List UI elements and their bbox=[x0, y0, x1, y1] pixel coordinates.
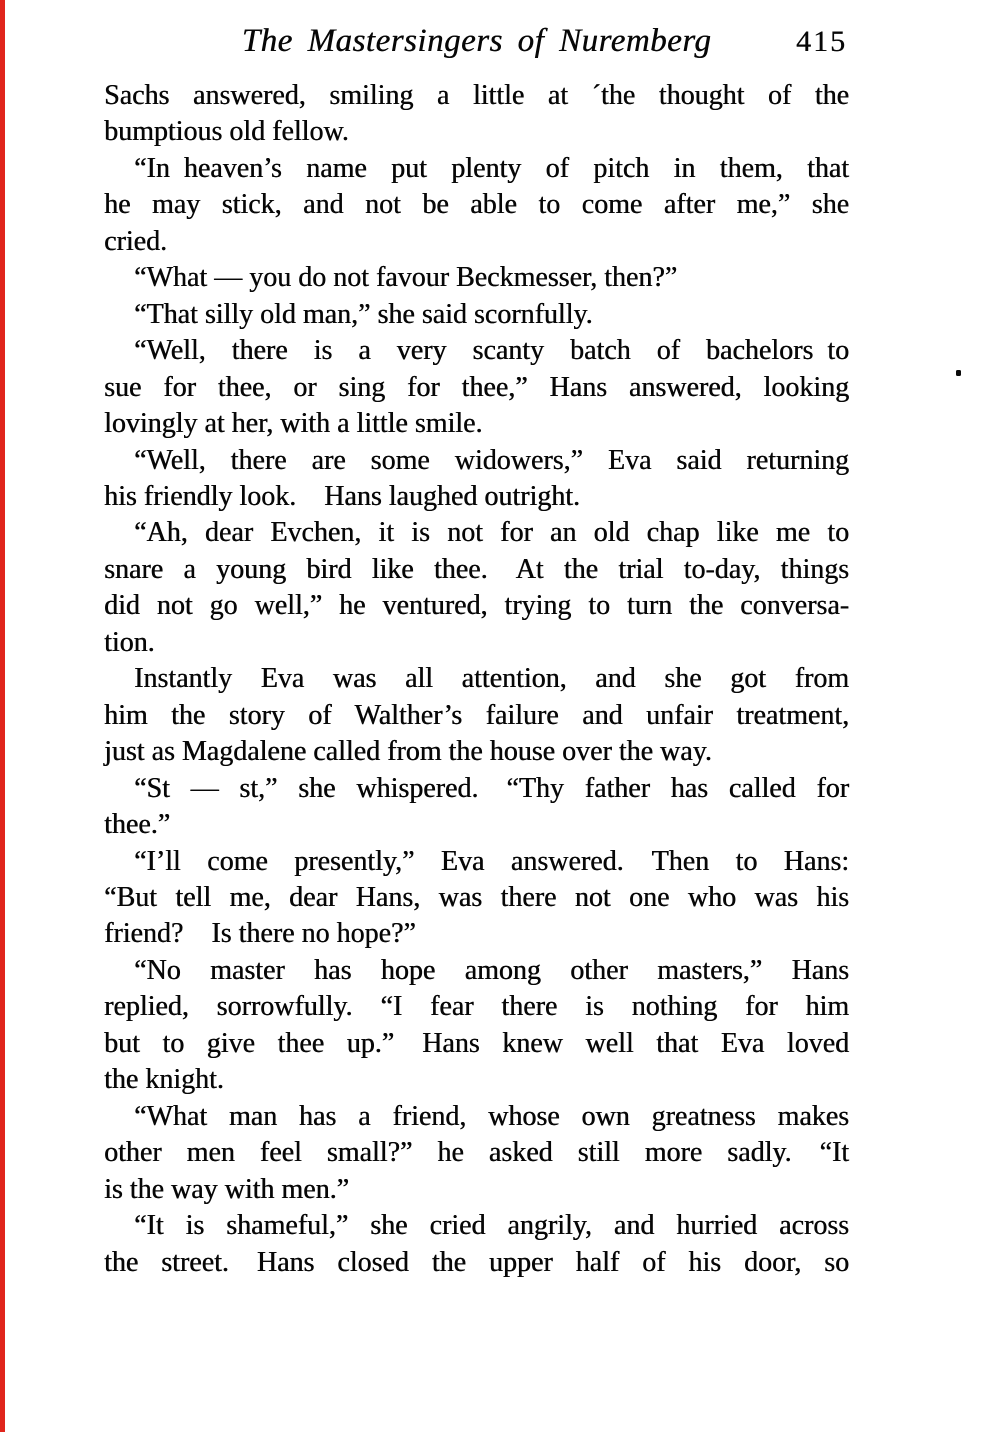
text-line: cried. bbox=[104, 225, 167, 257]
text-line: just as Magdalene called from the house over the way. bbox=[104, 736, 712, 768]
ink-speck-artifact bbox=[956, 370, 961, 376]
running-title: The Mastersingers of Nuremberg bbox=[241, 23, 712, 59]
text-line: the knight. bbox=[104, 1064, 224, 1096]
text-line: did not go well,” he ventured, trying to turn the conversa- bbox=[104, 590, 849, 622]
text-line: snare a young bird like thee. At the trial to-day, things bbox=[104, 553, 849, 585]
text-line: “Well, there is a very scanty batch of bachelors to bbox=[134, 335, 849, 367]
page-body bbox=[104, 78, 849, 1281]
text-line: “I’ll come presently,” Eva answered. Then to Hans: bbox=[134, 845, 849, 877]
text-line: “No master has hope among other masters,” Hans bbox=[134, 954, 849, 986]
text-line: he may stick, and not be able to come after me,” she bbox=[104, 189, 849, 221]
text-line: “What — you do not favour Beckmesser, then?” bbox=[134, 262, 678, 294]
text-line: “In heaven’s name put plenty of pitch in them, that bbox=[134, 152, 849, 184]
text-line: sue for thee, or sing for thee,” Hans answered, looking bbox=[104, 371, 849, 403]
text-line: “St — st,” she whispered. “Thy father has called for bbox=[134, 772, 849, 804]
running-header bbox=[104, 20, 849, 62]
text-line: thee.” bbox=[104, 809, 171, 841]
text-line: “It is shameful,” she cried angrily, and hurried across bbox=[134, 1210, 849, 1242]
text-line: other men feel small?” he asked still more sadly. “It bbox=[104, 1137, 849, 1169]
text-line: replied, sorrowfully. “I fear there is nothing for him bbox=[104, 991, 849, 1023]
text-line: “But tell me, dear Hans, was there not one who was his bbox=[104, 881, 849, 913]
text-line: bumptious old fellow. bbox=[104, 116, 349, 148]
text-line: “Ah, dear Evchen, it is not for an old chap like me to bbox=[134, 517, 849, 549]
text-line: tion. bbox=[104, 626, 155, 658]
text-line: “That silly old man,” she said scornfully. bbox=[134, 298, 593, 330]
text-line: him the story of Walther’s failure and unfair treatment, bbox=[104, 699, 849, 731]
text-line: his friendly look. Hans laughed outright. bbox=[104, 480, 580, 512]
text-line: friend? Is there no hope?” bbox=[104, 918, 416, 950]
text-line: is the way with men.” bbox=[104, 1173, 349, 1205]
text-line: the street. Hans closed the upper half of his door, so bbox=[104, 1246, 849, 1278]
page-number: 415 bbox=[796, 25, 847, 58]
text-line: Instantly Eva was all attention, and she got from bbox=[134, 663, 849, 695]
text-line: lovingly at her, with a little smile. bbox=[104, 408, 483, 440]
text-line: “Well, there are some widowers,” Eva said returning bbox=[134, 444, 849, 476]
text-line: “What man has a friend, whose own greatness makes bbox=[134, 1100, 849, 1132]
scan-red-line-artifact bbox=[0, 0, 5, 1432]
text-line: Sachs answered, smiling a little at ´the thought of the bbox=[104, 80, 849, 111]
text-line: but to give thee up.” Hans knew well that Eva loved bbox=[104, 1027, 849, 1059]
